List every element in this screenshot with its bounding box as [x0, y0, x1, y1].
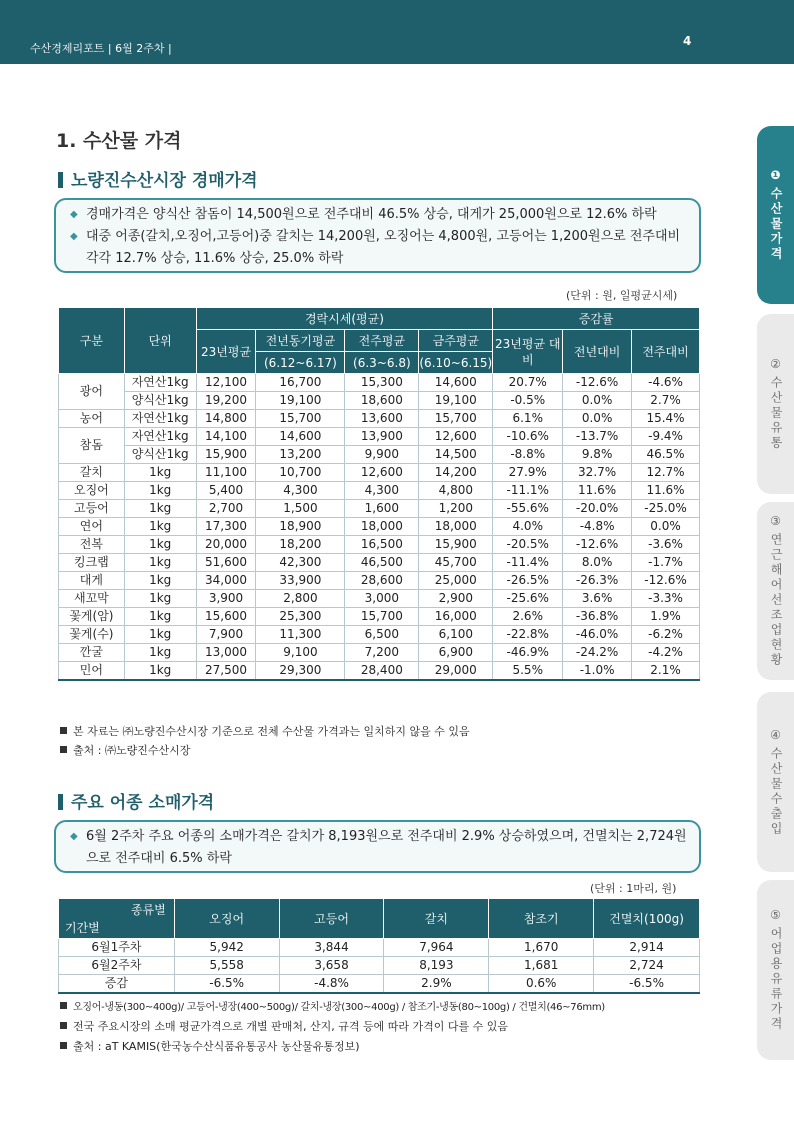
header-col: 오징어: [174, 899, 279, 939]
value-cell: 2,724: [594, 957, 700, 975]
value-cell: -1.7%: [632, 554, 700, 572]
value-cell: 1,200: [419, 500, 493, 518]
value-cell: 14,600: [419, 374, 493, 392]
diamond-bullet-icon: ◆: [70, 231, 78, 242]
value-cell: 3,844: [279, 939, 384, 957]
table-row: [59, 482, 700, 500]
value-cell: 20.7%: [493, 374, 563, 392]
value-cell: 18,000: [345, 518, 419, 536]
value-cell: 7,200: [345, 644, 419, 662]
value-cell: 0.0%: [563, 392, 632, 410]
value-cell: 14,800: [196, 410, 256, 428]
value-cell: 5,558: [174, 957, 279, 975]
value-cell: 42,300: [256, 554, 345, 572]
side-tab[interactable]: [757, 126, 794, 304]
species-cell: 꽃게(암): [59, 608, 125, 626]
note-item: [60, 1038, 360, 1054]
value-cell: 15,700: [256, 410, 345, 428]
side-tab-number: ②: [770, 357, 781, 371]
note-text: 출처 : ㈜노량진수산시장: [73, 744, 191, 757]
value-cell: 0.0%: [632, 518, 700, 536]
value-cell: 15,900: [196, 446, 256, 464]
summary-text: 대중 어종(갈치,오징어,고등어)중 갈치는 14,200원, 오징어는 4,800원, 고등어는 1,200원으로 전주대비 각각 12.7% 상승, 11.6% 상승, 25.0% 하락: [86, 229, 681, 266]
unit-cell: 자연산1kg: [124, 410, 196, 428]
table-row: [59, 428, 700, 446]
value-cell: -13.7%: [563, 428, 632, 446]
value-cell: -6.2%: [632, 626, 700, 644]
header-species: 종류별: [130, 903, 166, 917]
value-cell: 2.6%: [493, 608, 563, 626]
square-bullet-icon: [60, 727, 67, 734]
table-row: [59, 374, 700, 392]
table-row: [59, 626, 700, 644]
species-cell: 참돔: [59, 428, 125, 464]
unit-cell: 1kg: [124, 590, 196, 608]
table-row: [59, 975, 700, 994]
value-cell: 1,670: [489, 939, 594, 957]
value-cell: 20,000: [196, 536, 256, 554]
note-text: 본 자료는 ㈜노량진수산시장 기준으로 전체 수산물 가격과는 일치하지 않을 수 있음: [73, 725, 470, 738]
value-cell: -26.3%: [563, 572, 632, 590]
unit-cell: 1kg: [124, 572, 196, 590]
header-vs-year: 전년대비: [563, 330, 632, 374]
period-cell: 6월2주차: [59, 957, 175, 975]
side-tab[interactable]: [757, 502, 794, 680]
value-cell: 17,300: [196, 518, 256, 536]
unit-cell: 1kg: [124, 500, 196, 518]
value-cell: -1.0%: [563, 662, 632, 681]
header-vs-23: 23년평균 대비: [493, 330, 563, 374]
value-cell: 33,900: [256, 572, 345, 590]
species-cell: 갈치: [59, 464, 125, 482]
header-auction-avg: 경락시세(평균): [196, 308, 493, 330]
value-cell: 4.0%: [493, 518, 563, 536]
unit-cell: 양식산1kg: [124, 446, 196, 464]
side-tab-text: 어업용유류가격: [769, 927, 783, 1032]
value-cell: 2,800: [256, 590, 345, 608]
summary-text: 6월 2주차 주요 어종의 소매가격은 갈치가 8,193원으로 전주대비 2.9% 상승하였으며, 건멸치는 2,724원으로 전주대비 6.5% 하락: [86, 829, 687, 866]
value-cell: -22.8%: [493, 626, 563, 644]
note-text: 전국 주요시장의 소매 평균가격으로 개별 판매처, 산지, 규격 등에 따라 가격이 다를 수 있음: [73, 1020, 508, 1033]
header-change-rate: 증감률: [493, 308, 700, 330]
value-cell: 45,700: [419, 554, 493, 572]
value-cell: 8,193: [384, 957, 489, 975]
value-cell: 16,500: [345, 536, 419, 554]
value-cell: 9.8%: [563, 446, 632, 464]
square-bullet-icon: [60, 1042, 67, 1049]
side-tab-number: ③: [770, 514, 781, 528]
value-cell: 7,900: [196, 626, 256, 644]
value-cell: 14,200: [419, 464, 493, 482]
value-cell: -12.6%: [563, 374, 632, 392]
header-col: 건멸치(100g): [594, 899, 700, 939]
value-cell: -8.8%: [493, 446, 563, 464]
value-cell: 18,900: [256, 518, 345, 536]
section-bar-icon: [58, 172, 63, 188]
value-cell: 6,900: [419, 644, 493, 662]
unit-cell: 자연산1kg: [124, 374, 196, 392]
species-cell: 깐굴: [59, 644, 125, 662]
side-tab-label: [768, 514, 783, 668]
value-cell: 11.6%: [563, 482, 632, 500]
value-cell: 15,600: [196, 608, 256, 626]
unit-label-auction: (단위 : 원, 일평균시세): [566, 289, 678, 302]
page-header: [0, 0, 794, 64]
value-cell: 6,500: [345, 626, 419, 644]
value-cell: 15,900: [419, 536, 493, 554]
value-cell: -20.5%: [493, 536, 563, 554]
value-cell: 32.7%: [563, 464, 632, 482]
side-tab-number: ④: [770, 727, 781, 742]
header-period: 기간별: [65, 921, 100, 935]
header-col: 갈치: [384, 899, 489, 939]
table-row: [59, 536, 700, 554]
unit-cell: 1kg: [124, 662, 196, 681]
unit-cell: 1kg: [124, 464, 196, 482]
unit-cell: 1kg: [124, 644, 196, 662]
side-tab[interactable]: [757, 880, 794, 1060]
value-cell: 1,500: [256, 500, 345, 518]
value-cell: 2.9%: [384, 975, 489, 994]
value-cell: -24.2%: [563, 644, 632, 662]
header-unit: 단위: [124, 308, 196, 374]
note-item: [60, 1018, 508, 1034]
value-cell: 13,000: [196, 644, 256, 662]
table-row: [59, 464, 700, 482]
unit-label-retail: (단위 : 1마리, 원): [590, 882, 677, 895]
value-cell: 2,914: [594, 939, 700, 957]
value-cell: -20.0%: [563, 500, 632, 518]
value-cell: 13,900: [345, 428, 419, 446]
diamond-bullet-icon: ◆: [70, 831, 78, 842]
square-bullet-icon: [60, 1022, 67, 1029]
value-cell: -11.1%: [493, 482, 563, 500]
header-prev-year-week: 전년동기평균: [256, 330, 345, 352]
value-cell: 2.1%: [632, 662, 700, 681]
header-this-week: 금주평균: [419, 330, 493, 352]
value-cell: 13,200: [256, 446, 345, 464]
side-tab[interactable]: [757, 314, 794, 494]
table-row: [59, 957, 700, 975]
species-cell: 꽃게(수): [59, 626, 125, 644]
value-cell: 12,600: [419, 428, 493, 446]
value-cell: 5,400: [196, 482, 256, 500]
value-cell: 0.6%: [489, 975, 594, 994]
square-bullet-icon: [60, 1002, 67, 1009]
page-title: 1. 수산물 가격: [56, 130, 182, 152]
value-cell: 0.0%: [563, 410, 632, 428]
value-cell: -4.8%: [563, 518, 632, 536]
value-cell: 27.9%: [493, 464, 563, 482]
value-cell: 1,600: [345, 500, 419, 518]
side-tab-label: [768, 908, 783, 1032]
value-cell: 29,000: [419, 662, 493, 681]
species-cell: 새꼬막: [59, 590, 125, 608]
section-title-text: 주요 어종 소매가격: [71, 793, 215, 813]
value-cell: 34,000: [196, 572, 256, 590]
side-tab-text: 수산물유통: [769, 376, 783, 451]
value-cell: 15.4%: [632, 410, 700, 428]
period-cell: 증감: [59, 975, 175, 994]
header-avg-23: 23년평균: [196, 330, 256, 374]
header-diagonal: [59, 899, 175, 939]
table-row: [59, 572, 700, 590]
value-cell: 2.7%: [632, 392, 700, 410]
unit-cell: 1kg: [124, 626, 196, 644]
value-cell: 2,700: [196, 500, 256, 518]
section-title-text: 노량진수산시장 경매가격: [71, 171, 258, 191]
value-cell: 28,600: [345, 572, 419, 590]
value-cell: -4.8%: [279, 975, 384, 994]
note-text: 오징어-냉동(300~400g)/ 고등어-냉장(400~500g)/ 갈치-냉장(300~400g) / 참조기-냉동(80~100g) / 건멸치(46~76mm): [73, 1002, 605, 1013]
table-row: [59, 939, 700, 957]
value-cell: -12.6%: [632, 572, 700, 590]
side-tab[interactable]: [757, 692, 794, 872]
header-prev-week: 전주평균: [345, 330, 419, 352]
unit-cell: 자연산1kg: [124, 428, 196, 446]
unit-cell: 1kg: [124, 518, 196, 536]
value-cell: -46.0%: [563, 626, 632, 644]
value-cell: 11.6%: [632, 482, 700, 500]
value-cell: -4.6%: [632, 374, 700, 392]
value-cell: 8.0%: [563, 554, 632, 572]
side-tab-text: 수산물가격: [769, 187, 783, 262]
summary-item: [66, 826, 689, 870]
value-cell: 3,000: [345, 590, 419, 608]
page-number: 4: [683, 34, 692, 48]
value-cell: 18,600: [345, 392, 419, 410]
value-cell: -9.4%: [632, 428, 700, 446]
summary-item: [66, 204, 689, 226]
unit-cell: 1kg: [124, 554, 196, 572]
side-tab-number: ❶: [770, 168, 781, 182]
value-cell: -10.6%: [493, 428, 563, 446]
header-category: 구분: [59, 308, 125, 374]
value-cell: 11,100: [196, 464, 256, 482]
section-title-retail: [58, 788, 214, 813]
value-cell: 19,100: [256, 392, 345, 410]
value-cell: 11,300: [256, 626, 345, 644]
retail-table-body: [59, 939, 700, 994]
value-cell: 3,658: [279, 957, 384, 975]
value-cell: 14,100: [196, 428, 256, 446]
section-bar-icon: [58, 794, 63, 810]
value-cell: -3.6%: [632, 536, 700, 554]
value-cell: 9,900: [345, 446, 419, 464]
value-cell: 25,000: [419, 572, 493, 590]
value-cell: 16,000: [419, 608, 493, 626]
header-prev-week-range: (6.3~6.8): [345, 352, 419, 374]
header-col: 고등어: [279, 899, 384, 939]
value-cell: 13,600: [345, 410, 419, 428]
value-cell: 12.7%: [632, 464, 700, 482]
note-item: [60, 998, 605, 1013]
value-cell: 1,681: [489, 957, 594, 975]
value-cell: -4.2%: [632, 644, 700, 662]
side-tab-label: [768, 168, 783, 262]
value-cell: -25.6%: [493, 590, 563, 608]
section-title-auction: [58, 166, 258, 191]
value-cell: 51,600: [196, 554, 256, 572]
value-cell: 4,300: [345, 482, 419, 500]
table-row: [59, 662, 700, 681]
value-cell: 6,100: [419, 626, 493, 644]
value-cell: 5.5%: [493, 662, 563, 681]
side-tab-text: 연근해어선조업현황: [769, 533, 783, 668]
header-vs-week: 전주대비: [632, 330, 700, 374]
value-cell: 15,700: [345, 608, 419, 626]
value-cell: 14,600: [256, 428, 345, 446]
square-bullet-icon: [60, 746, 67, 753]
value-cell: -6.5%: [174, 975, 279, 994]
value-cell: 29,300: [256, 662, 345, 681]
species-cell: 민어: [59, 662, 125, 681]
side-tab-label: [768, 728, 783, 837]
header-col: 참조기: [489, 899, 594, 939]
note-item: [60, 723, 470, 739]
value-cell: 1.9%: [632, 608, 700, 626]
value-cell: 14,500: [419, 446, 493, 464]
table-row: [59, 446, 700, 464]
diamond-bullet-icon: ◆: [70, 209, 78, 220]
period-cell: 6월1주차: [59, 939, 175, 957]
auction-table-body: [59, 374, 700, 681]
table-row: [59, 410, 700, 428]
species-cell: 광어: [59, 374, 125, 410]
side-tab-label: [768, 357, 783, 451]
value-cell: -11.4%: [493, 554, 563, 572]
value-cell: -3.3%: [632, 590, 700, 608]
value-cell: 46.5%: [632, 446, 700, 464]
header-prev-year-week-range: (6.12~6.17): [256, 352, 345, 374]
table-row: [59, 644, 700, 662]
value-cell: 18,200: [256, 536, 345, 554]
value-cell: 7,964: [384, 939, 489, 957]
retail-price-table: [58, 898, 700, 994]
header-this-week-range: (6.10~6.15): [419, 352, 493, 374]
value-cell: -25.0%: [632, 500, 700, 518]
species-cell: 킹크랩: [59, 554, 125, 572]
species-cell: 연어: [59, 518, 125, 536]
value-cell: 9,100: [256, 644, 345, 662]
table-row: [59, 608, 700, 626]
value-cell: -12.6%: [563, 536, 632, 554]
unit-cell: 양식산1kg: [124, 392, 196, 410]
value-cell: 28,400: [345, 662, 419, 681]
note-text: 출처 : aT KAMIS(한국농수산식품유통공사 농산물유통정보): [73, 1040, 360, 1053]
value-cell: 12,600: [345, 464, 419, 482]
value-cell: 3.6%: [563, 590, 632, 608]
species-cell: 오징어: [59, 482, 125, 500]
unit-cell: 1kg: [124, 536, 196, 554]
table-row: [59, 392, 700, 410]
species-cell: 대게: [59, 572, 125, 590]
unit-cell: 1kg: [124, 482, 196, 500]
summary-box-retail: [54, 820, 701, 873]
value-cell: -55.6%: [493, 500, 563, 518]
value-cell: 16,700: [256, 374, 345, 392]
value-cell: 6.1%: [493, 410, 563, 428]
summary-box-auction: [54, 198, 701, 273]
value-cell: 10,700: [256, 464, 345, 482]
value-cell: 3,900: [196, 590, 256, 608]
value-cell: 2,900: [419, 590, 493, 608]
table-row: [59, 590, 700, 608]
summary-item: [66, 226, 689, 270]
value-cell: 25,300: [256, 608, 345, 626]
value-cell: -26.5%: [493, 572, 563, 590]
table-row: [59, 554, 700, 572]
value-cell: 5,942: [174, 939, 279, 957]
value-cell: 19,200: [196, 392, 256, 410]
table-row: [59, 518, 700, 536]
value-cell: 27,500: [196, 662, 256, 681]
value-cell: 15,700: [419, 410, 493, 428]
side-tab-text: 수산물수출입: [769, 746, 783, 837]
value-cell: 46,500: [345, 554, 419, 572]
value-cell: 15,300: [345, 374, 419, 392]
value-cell: -36.8%: [563, 608, 632, 626]
summary-text: 경매가격은 양식산 참돔이 14,500원으로 전주대비 46.5% 상승, 대게가 25,000원으로 12.6% 하락: [86, 207, 657, 222]
value-cell: 4,300: [256, 482, 345, 500]
value-cell: 4,800: [419, 482, 493, 500]
value-cell: 19,100: [419, 392, 493, 410]
note-item: [60, 742, 190, 758]
value-cell: -46.9%: [493, 644, 563, 662]
value-cell: -6.5%: [594, 975, 700, 994]
table-row: [59, 500, 700, 518]
report-label: 수산경제리포트 | 6월 2주차 |: [30, 42, 172, 55]
value-cell: 12,100: [196, 374, 256, 392]
value-cell: 18,000: [419, 518, 493, 536]
species-cell: 전복: [59, 536, 125, 554]
side-tab-number: ⑤: [770, 908, 781, 922]
auction-price-table: [58, 307, 700, 681]
species-cell: 고등어: [59, 500, 125, 518]
value-cell: -0.5%: [493, 392, 563, 410]
unit-cell: 1kg: [124, 608, 196, 626]
species-cell: 농어: [59, 410, 125, 428]
